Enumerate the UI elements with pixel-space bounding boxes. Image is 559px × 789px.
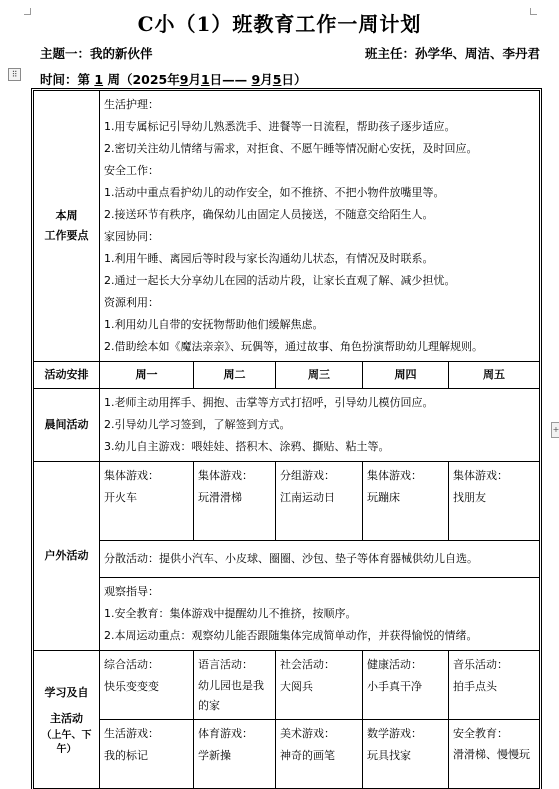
outdoor-games-row: [34, 462, 540, 541]
day-fri: 周五: [449, 362, 540, 389]
learning-row-1: [34, 651, 540, 720]
day-tue: 周二: [194, 362, 276, 389]
day-thu: 周四: [363, 362, 449, 389]
day-wed: 周三: [276, 362, 363, 389]
learning-mon-2: 生活游戏： 我的标记: [100, 720, 194, 789]
learning-label: 学习及自 主活动 （上午、下午）: [34, 651, 100, 789]
theme-label: 主题一：我的新伙伴: [40, 46, 153, 61]
learning-row-2: [34, 720, 540, 789]
morning-content: 1.老师主动用挥手、拥抱、击掌等方式打招呼，引导幼儿模仿回应。 2.引导幼儿学习签到，了解签到方式。 3.幼儿自主游戏：喂娃娃、搭积木、涂鸦、撕贴、粘土等。: [100, 389, 540, 462]
schedule-label: 活动安排: [34, 362, 100, 389]
end-month: 9: [251, 72, 261, 87]
outdoor-observe: 观察指导： 1.安全教育：集体游戏中提醒幼儿不推挤，按顺序。 2.本周运动重点：观察幼儿能否跟随集体完成简单动作，并获得愉悦的情绪。: [100, 578, 540, 651]
outdoor-label: 户外活动: [34, 462, 100, 651]
outdoor-scattered-row: [34, 541, 540, 578]
weekly-focus-label: 本周 工作要点: [34, 91, 100, 362]
outdoor-game-mon: 集体游戏： 开火车: [100, 462, 194, 541]
start-day: 1: [200, 72, 210, 87]
learning-wed-1: 社会活动： 大阅兵: [276, 651, 363, 720]
learning-fri-2: 安全教育： 滑滑梯、慢慢玩: [449, 720, 540, 789]
learning-tue-1: 语言活动： 幼儿园也是我的家: [194, 651, 276, 720]
outdoor-scattered: 分散活动：提供小汽车、小皮球、圈圈、沙包、垫子等体育器械供幼儿自选。: [100, 541, 540, 578]
outdoor-game-thu: 集体游戏： 玩蹦床: [363, 462, 449, 541]
outdoor-game-wed: 分组游戏： 江南运动日: [276, 462, 363, 541]
plan-table: [33, 90, 540, 789]
morning-row: [34, 389, 540, 462]
week-number: 1: [94, 72, 104, 87]
weekly-focus-row: [34, 91, 540, 362]
morning-label: 晨间活动: [34, 389, 100, 462]
theme-line: [40, 44, 540, 62]
learning-wed-2: 美术游戏： 神奇的画笔: [276, 720, 363, 789]
day-mon: 周一: [100, 362, 194, 389]
learning-thu-1: 健康活动： 小手真干净: [363, 651, 449, 720]
outdoor-game-tue: 集体游戏： 玩滑滑梯: [194, 462, 276, 541]
schedule-header-row: [34, 362, 540, 389]
move-handle-icon[interactable]: ⠿: [8, 68, 21, 81]
learning-thu-2: 数学游戏： 玩具找家: [363, 720, 449, 789]
learning-fri-1: 音乐活动： 拍手点头: [449, 651, 540, 720]
page-title: C小（1）班教育工作一周计划: [137, 12, 422, 36]
learning-mon-1: 综合活动： 快乐变变变: [100, 651, 194, 720]
time-line: 时间：第 1 周（2025年9月1日—— 9月5日）: [40, 72, 307, 87]
teacher-label: 班主任：孙学华、周洁、李丹君: [364, 46, 540, 61]
outdoor-game-fri: 集体游戏： 找朋友: [449, 462, 540, 541]
outdoor-observe-row: [34, 578, 540, 651]
learning-tue-2: 体育游戏： 学新操: [194, 720, 276, 789]
weekly-focus-content: 生活护理： 1.用专属标记引导幼儿熟悉洗手、进餐等一日流程，帮助孩子逐步适应。 2.密切关注幼儿情绪与需求，对拒食、不愿午睡等情况耐心安抚，及时回应。 安全工作： 1.活动中重点看护幼儿的动作安全，如不推挤、不把小物件放嘴里等。 2.接送环节有秩序，确保幼儿由固定人员接送，不随意交给陌生人。 家园协同： 1.利用午睡、离园后等时段与家长沟通幼儿状态，有情况及时联系。 2.通过一起长大分享幼儿在园的活动片段，让家长直观了解、减少担忧。 资源利用： 1.利用幼儿自带的安抚物帮助他们缓解焦虑。 2.借助绘本如《魔法亲亲》、玩偶等，通过故事、角色扮演帮助幼儿理解规则。: [100, 91, 540, 362]
start-month: 9: [179, 72, 189, 87]
end-day: 5: [272, 72, 282, 87]
side-collapse-tab[interactable]: +: [551, 422, 559, 438]
